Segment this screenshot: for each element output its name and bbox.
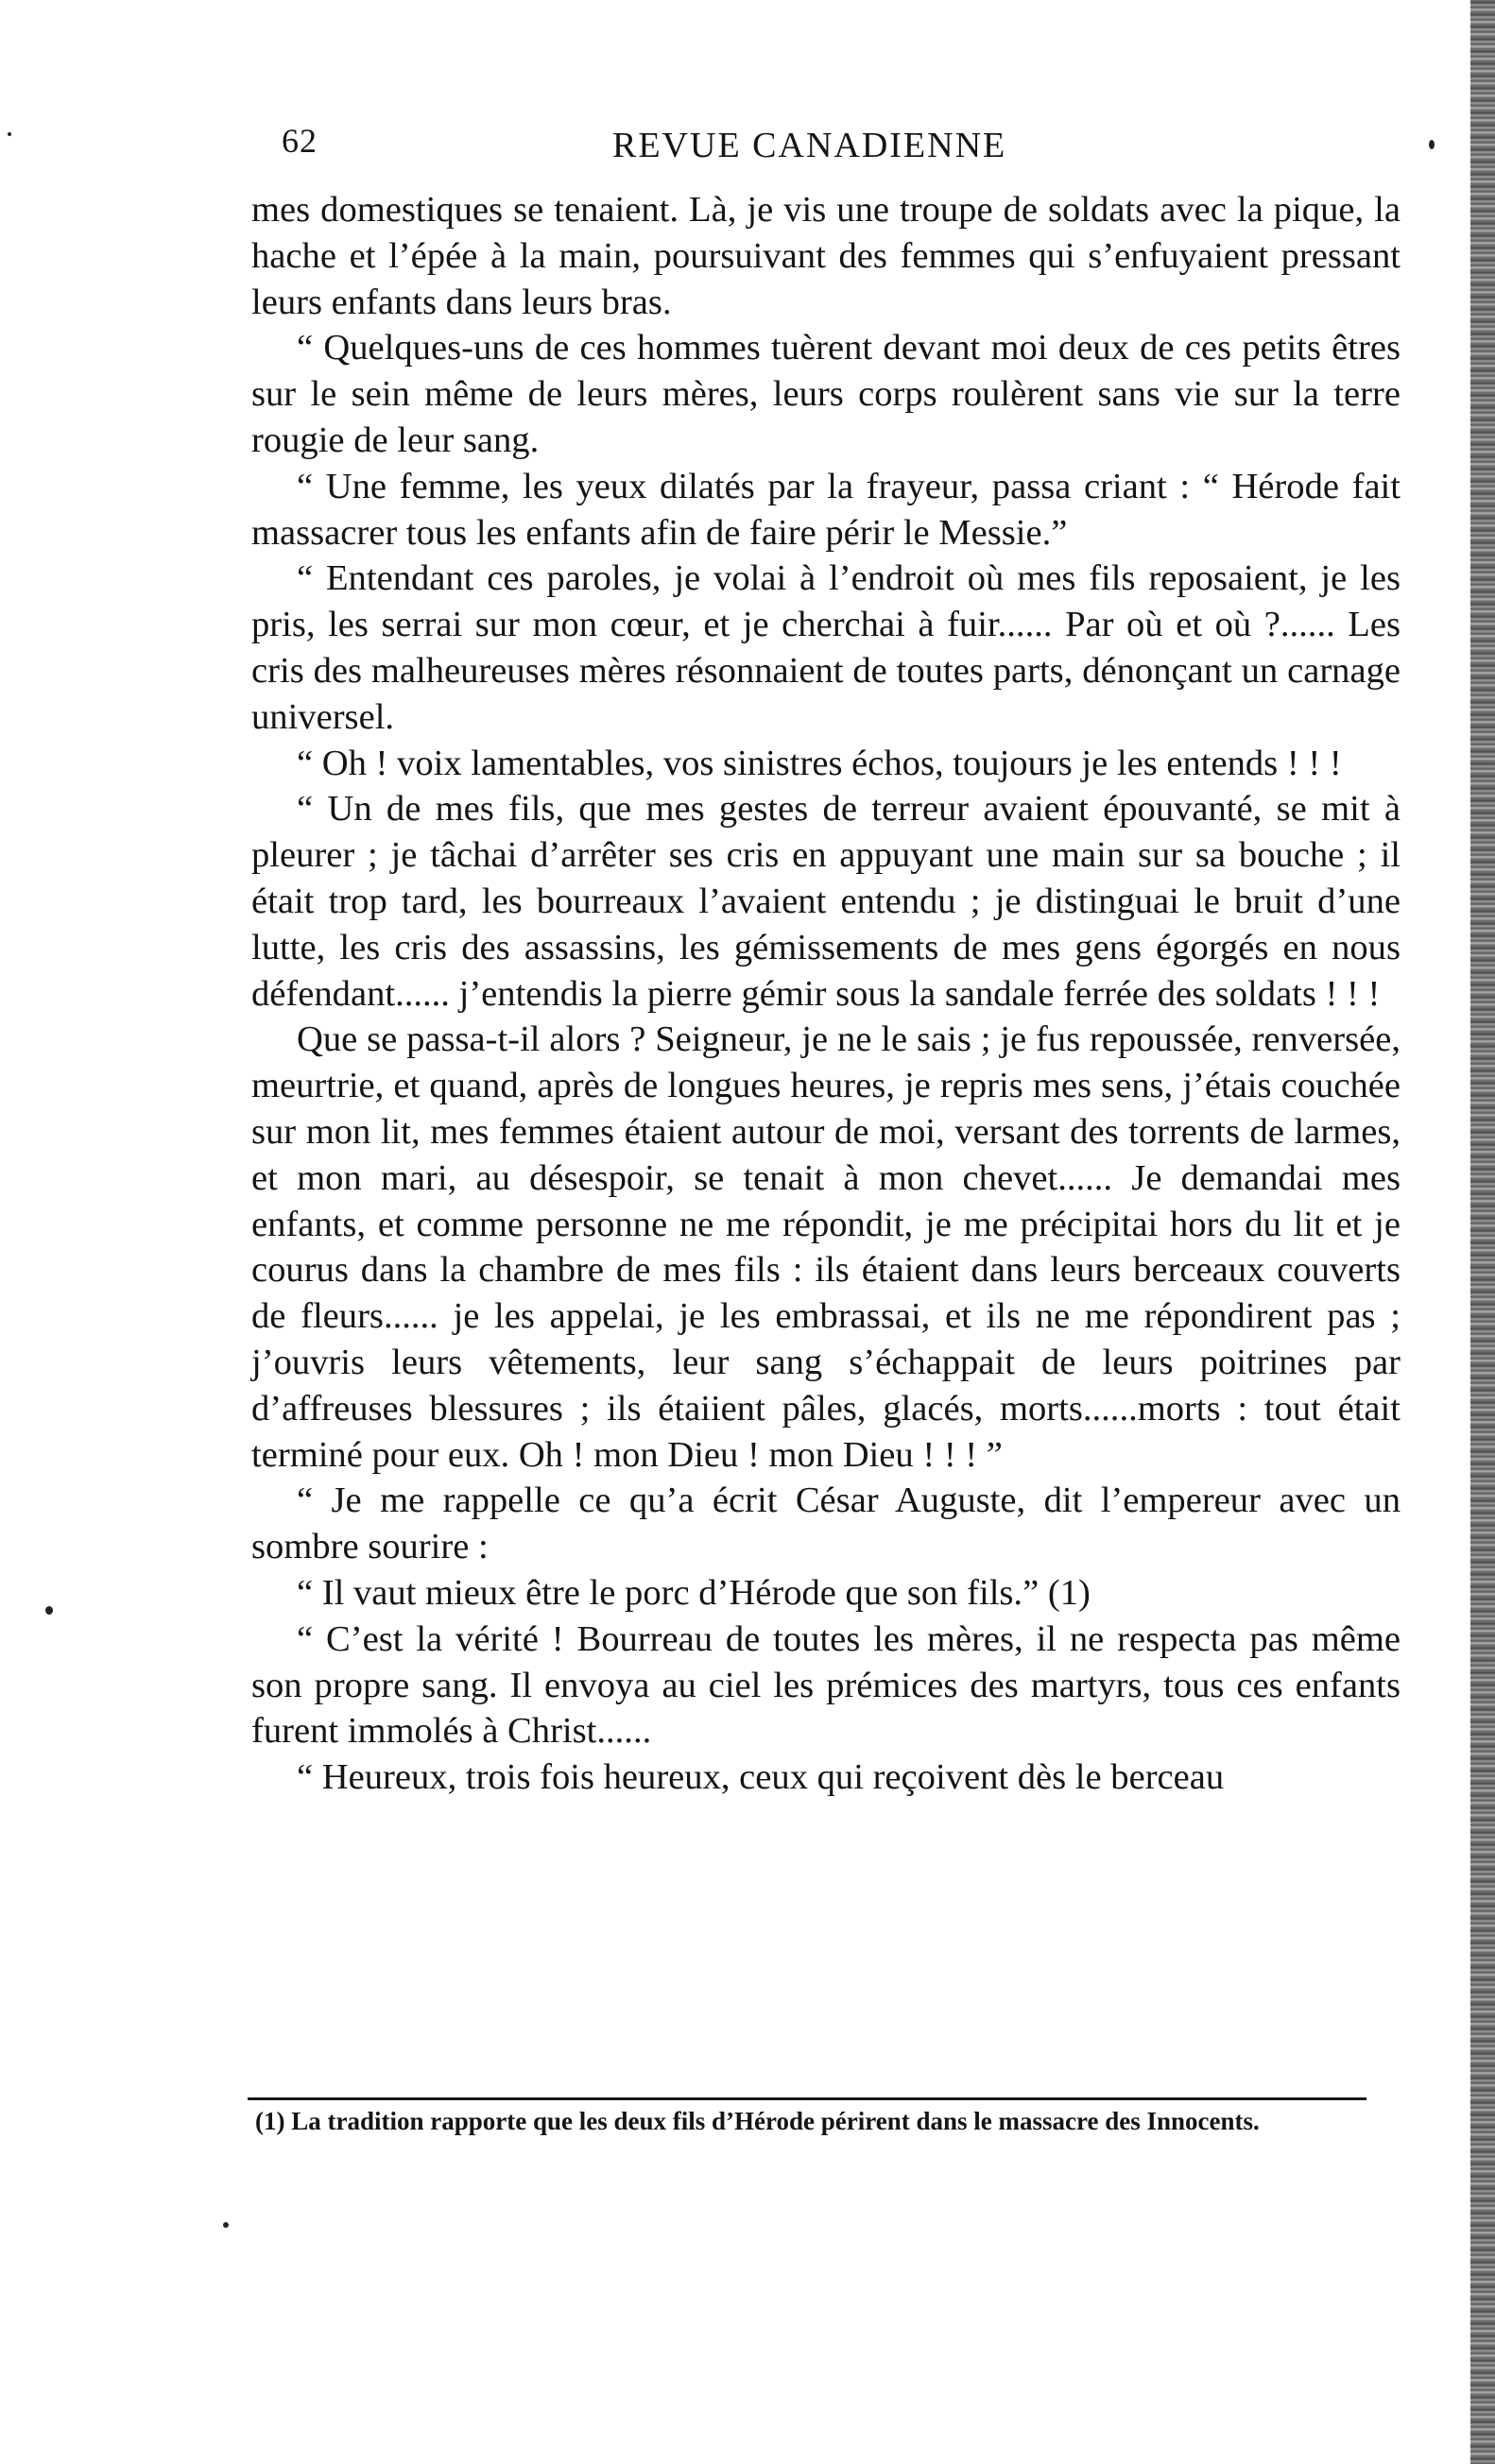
scan-speck: [8, 132, 11, 136]
running-title: REVUE CANADIENNE: [612, 126, 1007, 165]
page-binding-edge: [1470, 0, 1495, 2464]
paragraph: “ C’est la vérité ! Bourreau de toutes les mères, il ne respecta pas même son propre sang. Il envoya au ciel les prémices des martyrs, tous ces enfants furent immolés à Christ......: [251, 1618, 1400, 1752]
footnote: (1) La tradition rapporte que les deux fils d’Hérode périrent dans le massacre des Innocents.: [255, 2107, 1260, 2135]
footnote-divider: [248, 2097, 1366, 2100]
paragraph: “ Quelques-uns de ces hommes tuèrent devant moi deux de ces petits êtres sur le sein même de leurs mères, leurs corps roulèrent sans vie sur la terre rougie de leur sang.: [251, 328, 1400, 460]
paragraph: Que se passa-t-il alors ? Seigneur, je ne le sais ; je fus repoussée, renversée, meurtrie, et quand, après de longues heures, je repris mes sens, j’étais couchée sur mon lit, mes femmes étaient autour de moi, versant des torrents de larmes, et mon mari, au désespoir, se tenait à mon chevet...... Je demandai mes enfants, et comme personne ne me répondit, je me précipitai hors du lit et je courus dans la chambre de mes fils : ils étaient dans leurs berceaux couverts de fleurs...... je les appelai, je les embrassai, et ils ne me répondirent pas ; j’ouvris leurs vêtements, leur sang s’échappait de leurs poitrines par d’affreuses blessures ; ils étaiient pâles, glacés, morts......morts : tout était terminé pour eux. Oh ! mon Dieu ! mon Dieu ! ! ! ”: [251, 1019, 1400, 1475]
paragraph: “ Une femme, les yeux dilatés par la frayeur, passa criant : “ Hérode fait massacrer tous les enfants afin de faire périr le Messie.”: [251, 466, 1400, 553]
paragraph: “ Heureux, trois fois heureux, ceux qui reçoivent dès le berceau: [297, 1757, 1225, 1798]
main-text: [251, 187, 1400, 1801]
paragraph: “ Il vaut mieux être le porc d’Hérode que son fils.” (1): [297, 1572, 1091, 1613]
paragraph: “ Entendant ces paroles, je volai à l’endroit où mes fils reposaient, je les pris, les serrai sur mon cœur, et je cherchai à fuir...... Par où et où ?...... Les cris des malheureuses mères résonnaient de toutes parts, dénonçant un carnage universel.: [251, 558, 1400, 737]
paragraph: “ Oh ! voix lamentables, vos sinistres échos, toujours je les entends ! ! !: [297, 743, 1342, 783]
paragraph: “ Un de mes fils, que mes gestes de terreur avaient épouvanté, se mit à pleurer ; je tâchai d’arrêter ses cris en appuyant une main sur sa bouche ; il était trop tard, les bourreaux l’avaient entendu ; je distinguai le bruit d’une lutte, les cris des assassins, les gémissements de mes gens égorgés en nous défendant...... j’entendis la pierre gémir sous la sandale ferrée des soldats ! ! !: [251, 789, 1400, 1014]
scan-speck: [223, 2222, 229, 2228]
scan-speck: [1429, 140, 1435, 149]
scan-speck: [45, 1606, 53, 1615]
paragraph: mes domestiques se tenaient. Là, je vis une troupe de soldats avec la pique, la hache et l’épée à la main, poursuivant des femmes qui s’enfuyaient pressant leurs enfants dans leurs bras.: [251, 190, 1400, 322]
page-header: [282, 121, 1387, 178]
page-number: 62: [282, 122, 318, 160]
paragraph: “ Je me rappelle ce qu’a écrit César Auguste, dit l’empereur avec un sombre sourire :: [251, 1480, 1400, 1567]
